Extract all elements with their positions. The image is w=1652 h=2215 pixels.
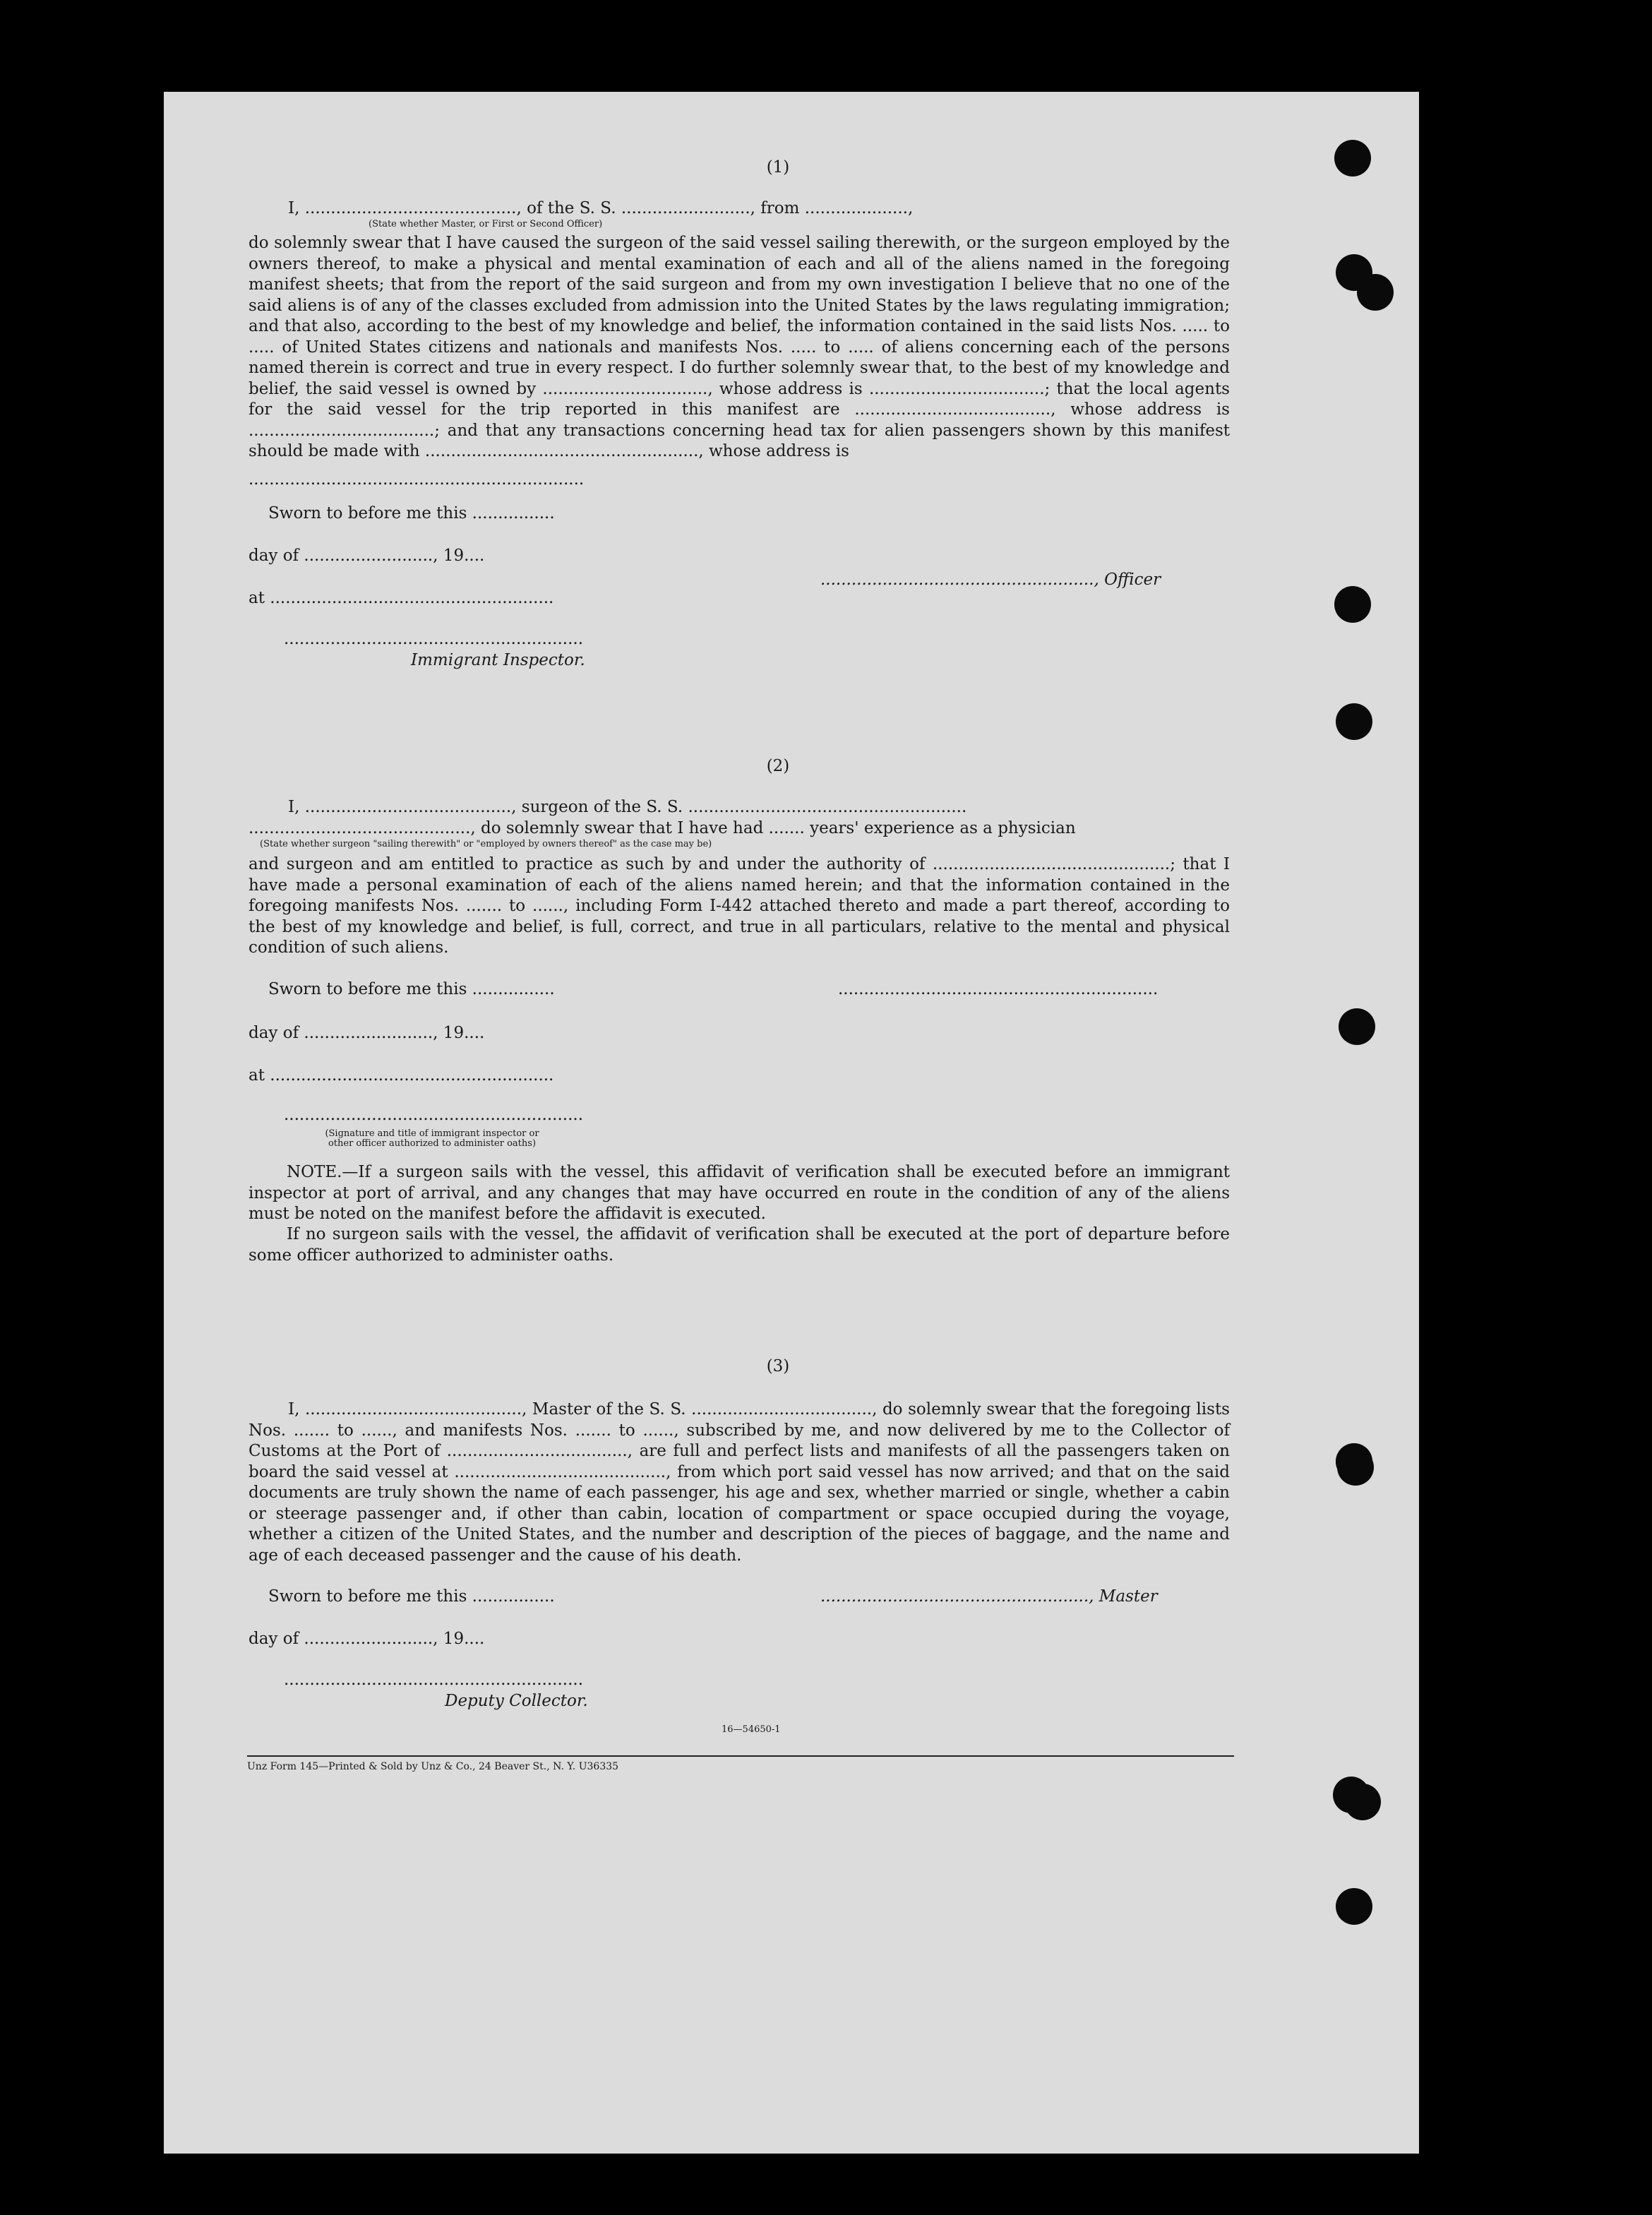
section-1-at: at .......................................................: [249, 589, 554, 607]
punch-hole: [1357, 274, 1394, 311]
section-1-day: day of ........................., 19....: [249, 547, 485, 565]
section-2-oath-note: (State whether surgeon "sailing therewith" or "employed by owners thereof" as the case may be): [260, 839, 712, 849]
punch-hole: [1334, 140, 1371, 177]
section-3-day: day of ........................., 19....: [249, 1630, 485, 1648]
punch-hole: [1337, 1449, 1374, 1486]
punch-hole: [1336, 703, 1372, 740]
section-3-collector: Deputy Collector.: [445, 1692, 588, 1710]
section-2-number: (2): [766, 757, 790, 775]
section-2-note-2: If no surgeon sails with the vessel, the affidavit of verification shall be executed at the port of departure before some officer authorized to administer oaths.: [249, 1225, 1230, 1265]
section-1-oath-line: I, ........................................., of the S. S. ........................., from ....................,: [288, 199, 914, 217]
section-2-body: and surgeon and am entitled to practice as such by and under the authority of ..............................................; that I have made a personal examination of each of the aliens named herein; and that the information contained in the foregoing manifests Nos. ....... to ......, including Form I-442 attached thereto and made a part thereof, according to the best of my knowledge and belief, is full, correct, and true in all particulars, relative to the mental and physical condition of such aliens.: [249, 855, 1230, 957]
section-3-signature-dots: ..........................................................: [284, 1671, 584, 1689]
section-3-master: ...................................................., Master: [820, 1587, 1158, 1606]
section-2-signature-dots: ..........................................................: [284, 1106, 584, 1124]
section-1-officer: ....................................................., Officer: [820, 571, 1161, 589]
punch-hole: [1336, 1888, 1372, 1925]
section-3-sworn: Sworn to before me this ................: [268, 1587, 555, 1606]
section-2-at: at .......................................................: [249, 1066, 554, 1085]
section-3-body: I, .........................................., Master of the S. S. ..................................., do solemnly swear that the foregoing lists Nos. ....... to ......, and manifests Nos. ....... to ......, subscribed by me, and now delivered by me to the Collector of Customs at the Port of ..................................., are full and perfect lists and manifests of all the passengers taken on board the said vessel at ........................................., from which port said vessel has now arrived; and that on the said documents are truly shown the name of each passenger, his age and sex, whether married or single, whether a cabin or steerage passenger and, if other than cabin, location of compartment or space occupied during the voyage, whether a citizen of the United States, and the number and description of the pieces of baggage, and the name and age of each deceased passenger and the cause of his death.: [249, 1400, 1230, 1565]
section-1-sworn: Sworn to before me this ................: [268, 504, 555, 523]
section-2-oath-line-2: ..........................................., do solemnly swear that I have had ....... years' experience as a physician: [249, 819, 1076, 837]
section-1-inspector: Immigrant Inspector.: [411, 651, 585, 669]
section-1-extra-dots: .................................................................: [249, 470, 585, 489]
section-3-number: (3): [766, 1357, 790, 1375]
section-1-body: do solemnly swear that I have caused the surgeon of the said vessel sailing therewith, or the surgeon employed by the owners thereof, to make a physical and mental examination of each and all of the aliens named in the foregoing manifest sheets; that from the report of the said surgeon and from my own investigation I believe that no one of the said aliens is of any of the classes excluded from admission into the United States by the laws regulating immigration; and that also, according to the best of my knowledge and belief, the information contained in the said lists Nos. ..... to ..... of United States citizens and nationals and manifests Nos. ..... to ..... of aliens concerning each of the persons named therein is correct and true in every respect. I do further solemnly swear that, to the best of my knowledge and belief, the said vessel is owned by ................................, whose address is ..................................; that the local agents for the said vessel for the trip reported in this manifest are ......................................, whose address is ....................................; and that any transactions concerning head tax for alien passengers shown by this manifest should be made with ....................................................., whose address is: [249, 234, 1230, 460]
section-2-day: day of ........................., 19....: [249, 1024, 485, 1042]
form-sheet: [164, 92, 1419, 2154]
printer-footer: Unz Form 145—Printed & Sold by Unz & Co., 24 Beaver St., N. Y. U36335: [247, 1761, 619, 1772]
footer-rule: [247, 1755, 1234, 1757]
section-1-number: (1): [766, 158, 790, 177]
section-2-signature-right: ..............................................................: [838, 980, 1159, 998]
section-2-signature-note-2: other officer authorized to administer oaths): [328, 1138, 537, 1149]
punch-hole: [1339, 1008, 1375, 1045]
punch-hole: [1344, 1784, 1381, 1820]
section-2-signature-note-1: (Signature and title of immigrant inspector or: [325, 1128, 539, 1139]
section-1-signature-dots: ..........................................................: [284, 630, 584, 648]
section-2-oath-line: I, ........................................, surgeon of the S. S. ......................................................: [288, 798, 967, 816]
section-1-oath-note: (State whether Master, or First or Second Officer): [369, 219, 603, 229]
punch-hole: [1334, 586, 1371, 623]
section-2-sworn: Sworn to before me this ................: [268, 980, 555, 998]
section-2-note-1: NOTE.—If a surgeon sails with the vessel, this affidavit of verification shall be executed before an immigrant inspector at port of arrival, and any changes that may have occurred en route in the condition of any of the aliens must be noted on the manifest before the affidavit is executed.: [249, 1163, 1230, 1223]
form-code: 16—54650-1: [722, 1724, 781, 1735]
